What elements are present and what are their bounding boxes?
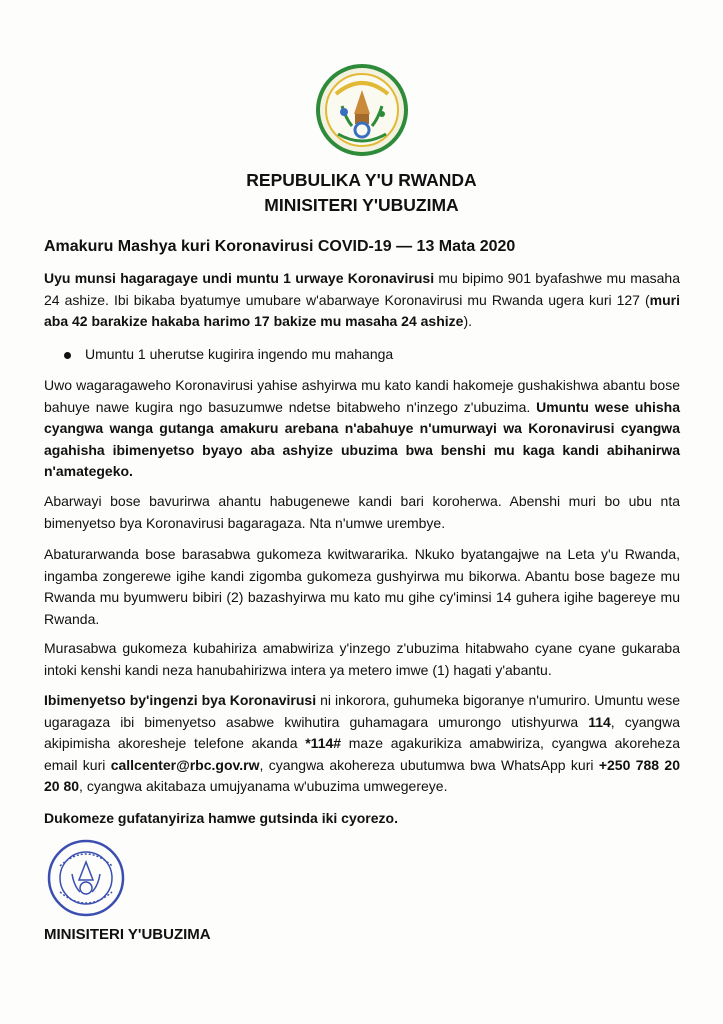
- paragraph-2: Uwo wagaragaweho Koronavirusi yahise ashyirwa mu kato kandi hakomeje gushakishwa abantu bose bahuye nawe kugira ngo basuzumwe ndetse bitabweho n'inzego z'ubuzima. Umuntu wese uhisha cyangwa wanga gutanga amakuru arebana n'abahuye n'umurwayi wa Koronavirusi cyangwa agahisha ibimenyetso byayo aba ashyize ubuzima bwa benshi mu kaga kandi abihanirwa n'amategeko.: [44, 377, 680, 479]
- paragraph-5: Murasabwa gukomeza kubahiriza amabwiriza y'inzego z'ubuzima hitabwaho cyane cyane gukaraba intoki kenshi kandi neza hanubahirizwa intera ya metero imwe (1) hagati y'abantu.: [44, 640, 680, 678]
- bullet-item: Umuntu 1 uherutse kugirira ingendo mu mahanga: [64, 344, 393, 365]
- paragraph-1: Uyu munsi hagaragaye undi muntu 1 urwaye Koronavirusi mu bipimo 901 byafashwe mu masaha 24 ashize. Ibi bikaba byatumye umubare w'abarwaye Koronavirusi mu Rwanda ugera kuri 127 (muri aba 42 barakize hakaba harimo 17 bakize mu masaha 24 ashize).: [44, 270, 681, 329]
- paragraph-6: Ibimenyetso by'ingenzi bya Koronavirusi ni inkorora, guhumeka bigoranye n'umuriro. Umuntu wese ugaragaza ibi bimenyetso asabwe kwihutira guhamagara umurongo utishyurwa 114, cyangwa akipimisha akoresheje telefone akanda *114# maze agakurikiza amabwiriza, cyangwa akoreheza email kuri callcenter@rbc.gov.rw, cyangwa akohereza ubutumwa bwa WhatsApp kuri +250 788 20 20 80, cyangwa akitabaza umujyanama w'ubuzima umwegereye.: [44, 692, 681, 794]
- ministry-stamp: [46, 838, 126, 918]
- signature-ministry: MINISITERI Y'UBUZIMA: [44, 926, 211, 943]
- rwanda-coat-of-arms-seal: [316, 64, 408, 156]
- paragraph-4: Abaturarwanda bose barasabwa gukomeza kwitwararika. Nkuko byatangajwe na Leta y'u Rwanda, ingamba zongerewe igihe kandi zigomba gukomeza gushyirwa mu bikorwa. Abantu bose bageze mu Rwanda mu byumweru bibiri (2) bazashyirwa mu kato mu gihe cy'iminsi 14 guhera igihe bagereye mu Rwanda.: [44, 546, 680, 627]
- header-ministry: MINISITERI Y'UBUZIMA: [264, 195, 459, 215]
- document-title: Amakuru Mashya kuri Koronavirusi COVID-19 — 13 Mata 2020: [44, 238, 516, 255]
- closing-statement: Dukomeze gufatanyiriza hamwe gutsinda iki cyorezo.: [44, 810, 398, 826]
- paragraph-3: Abarwayi bose bavurirwa ahantu habugenewe kandi bari koroherwa. Abenshi muri bo ubu nta bimenyetso bya Koronavirusi bagaragaza. Nta n'umwe urembye.: [44, 493, 680, 531]
- bullet-dot-icon: [64, 352, 71, 359]
- header-republic: REPUBULIKA Y'U RWANDA: [246, 170, 477, 190]
